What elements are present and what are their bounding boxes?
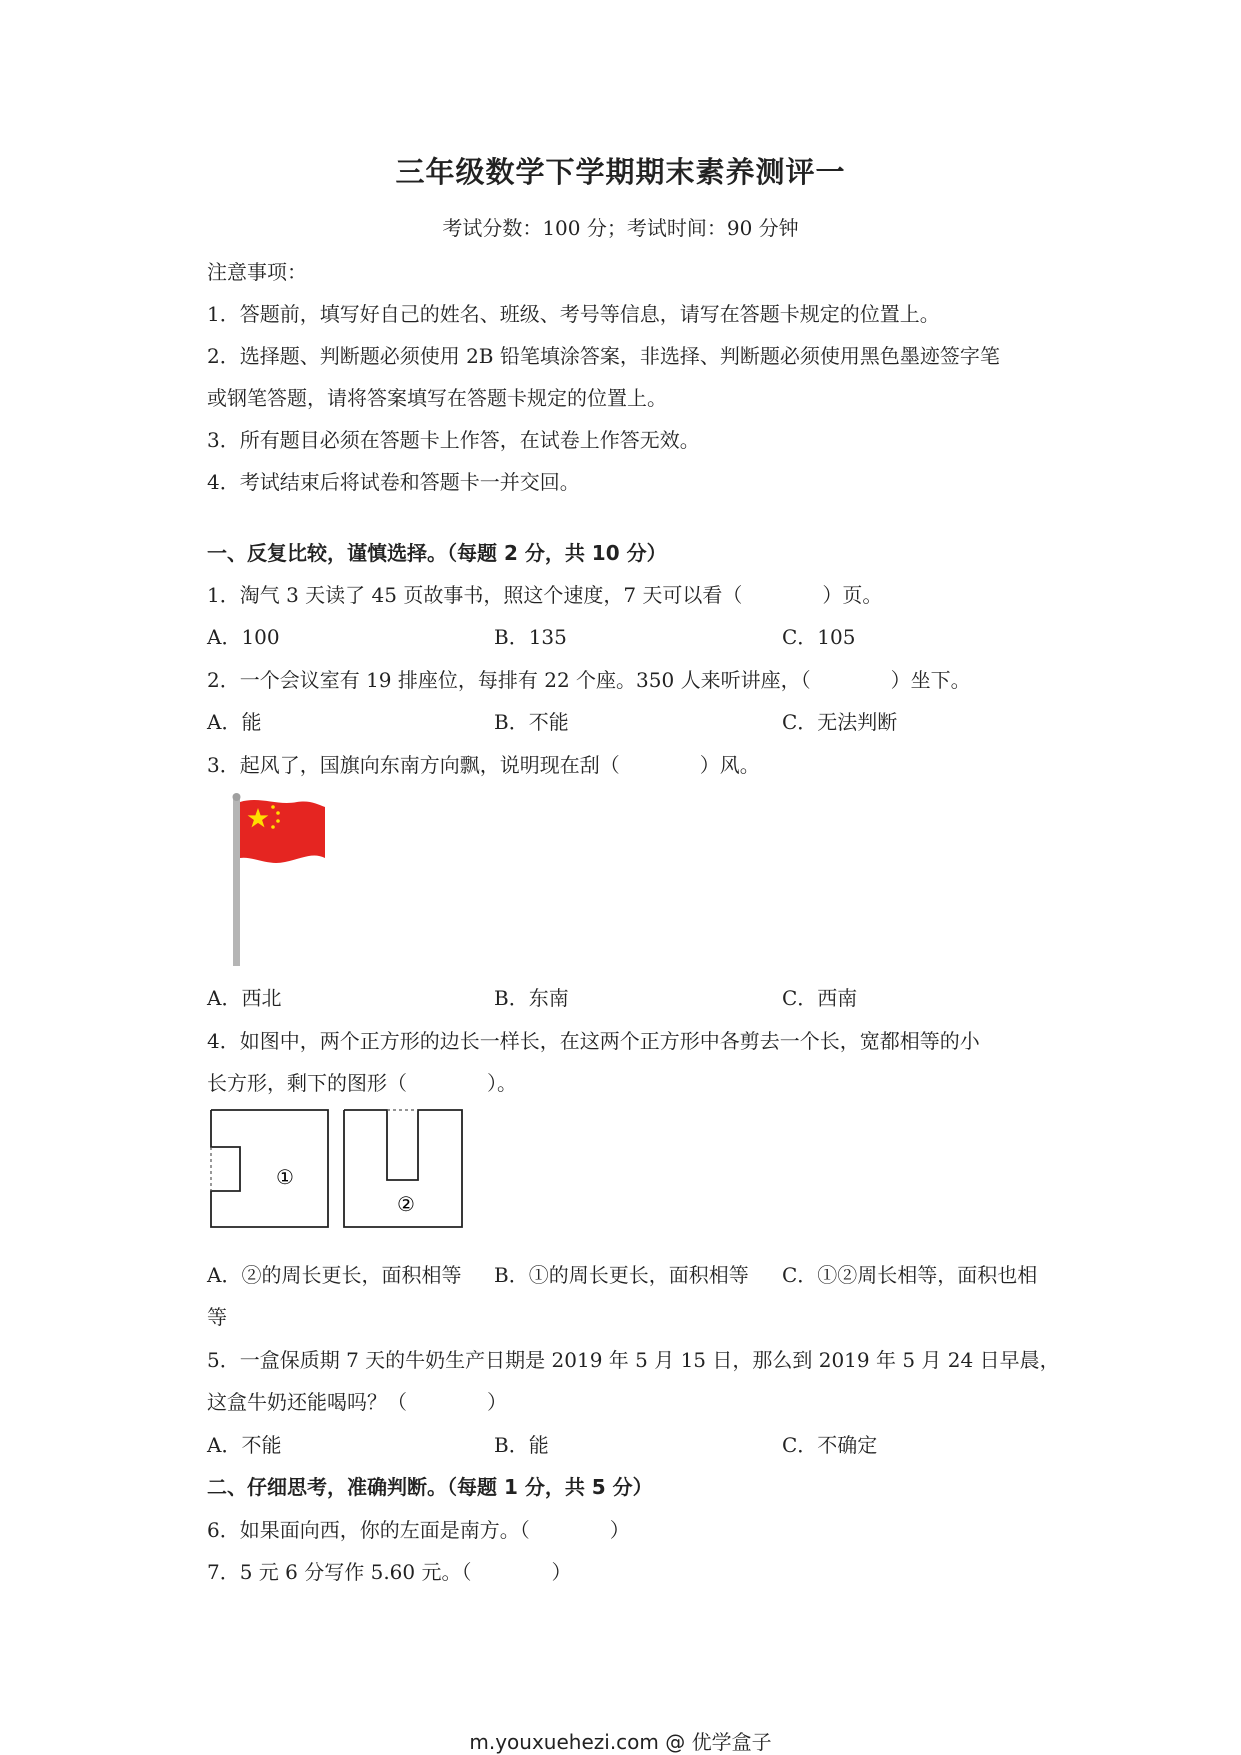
footer-watermark: m.youxuehezi.com @ 优学盒子 [469, 1730, 772, 1754]
square-1-label: ① [276, 1165, 294, 1189]
question-6: 6．如果面向西，你的左面是南方。（ ） [207, 1518, 630, 1542]
note-item: 或钢笔答题，请将答案填写在答题卡规定的位置上。 [207, 386, 667, 410]
flag-small-star-icon [271, 805, 275, 809]
question-5-line-1: 5．一盒保质期 7 天的牛奶生产日期是 2019 年 5 月 15 日，那么到 2019 年 5 月 24 日早晨， [207, 1348, 1060, 1372]
q3-option-c: C．西南 [782, 986, 858, 1010]
q5-option-c: C．不确定 [782, 1433, 878, 1457]
q4-option-c-cont: 等 [207, 1305, 227, 1329]
question-4-line-2: 长方形，剩下的图形（ ）。 [207, 1071, 517, 1095]
question-7: 7．5 元 6 分写作 5.60 元。（ ） [207, 1560, 572, 1584]
q4-option-b: B．①的周长更长，面积相等 [494, 1263, 749, 1287]
flag-illustration [225, 792, 335, 967]
question-5-line-2: 这盒牛奶还能喝吗？（ ） [207, 1390, 507, 1414]
q3-option-a: A．西北 [207, 986, 282, 1010]
q1-option-c: C．105 [782, 625, 856, 649]
page-title: 三年级数学下学期期末素养测评一 [395, 155, 846, 189]
notes-heading: 注意事项： [207, 260, 307, 284]
q4-option-a: A．②的周长更长，面积相等 [207, 1263, 462, 1287]
note-item: 2．选择题、判断题必须使用 2B 铅笔填涂答案，非选择、判断题必须使用黑色墨迹签字笔 [207, 344, 1000, 368]
flag-red-icon [240, 800, 325, 863]
q2-option-c: C．无法判断 [782, 710, 898, 734]
note-item: 1．答题前，填写好自己的姓名、班级、考号等信息，请写在答题卡规定的位置上。 [207, 302, 940, 326]
square-1-shape [211, 1110, 328, 1227]
q4-option-c: C．①②周长相等，面积也相 [782, 1263, 1038, 1287]
flag-small-star-icon [271, 825, 275, 829]
exam-info: 考试分数：100 分；考试时间：90 分钟 [442, 216, 799, 240]
q2-option-b: B．不能 [494, 710, 569, 734]
flag-small-star-icon [276, 819, 280, 823]
question-2: 2．一个会议室有 19 排座位，每排有 22 个座。350 人来听讲座，（ ）坐下。 [207, 668, 971, 692]
question-1: 1．淘气 3 天读了 45 页故事书，照这个速度，7 天可以看（ ）页。 [207, 583, 883, 607]
section-1-heading: 一、反复比较，谨慎选择。（每题 2 分，共 10 分） [207, 541, 667, 565]
q1-option-a: A．100 [207, 625, 280, 649]
squares-figure [205, 1105, 475, 1235]
q1-option-b: B．135 [494, 625, 567, 649]
flag-pole-top [233, 793, 241, 801]
q2-option-a: A．能 [207, 710, 262, 734]
question-3: 3．起风了，国旗向东南方向飘，说明现在刮（ ）风。 [207, 753, 760, 777]
flag-pole [233, 796, 240, 966]
flag-small-star-icon [276, 811, 280, 815]
q3-option-b: B．东南 [494, 986, 569, 1010]
q5-option-b: B．能 [494, 1433, 549, 1457]
section-2-heading: 二、仔细思考，准确判断。（每题 1 分，共 5 分） [207, 1475, 653, 1499]
note-item: 4．考试结束后将试卷和答题卡一并交回。 [207, 470, 580, 494]
square-2-label: ② [397, 1192, 415, 1216]
question-4-line-1: 4．如图中，两个正方形的边长一样长，在这两个正方形中各剪去一个长，宽都相等的小 [207, 1029, 980, 1053]
note-item: 3．所有题目必须在答题卡上作答，在试卷上作答无效。 [207, 428, 700, 452]
q5-option-a: A．不能 [207, 1433, 282, 1457]
